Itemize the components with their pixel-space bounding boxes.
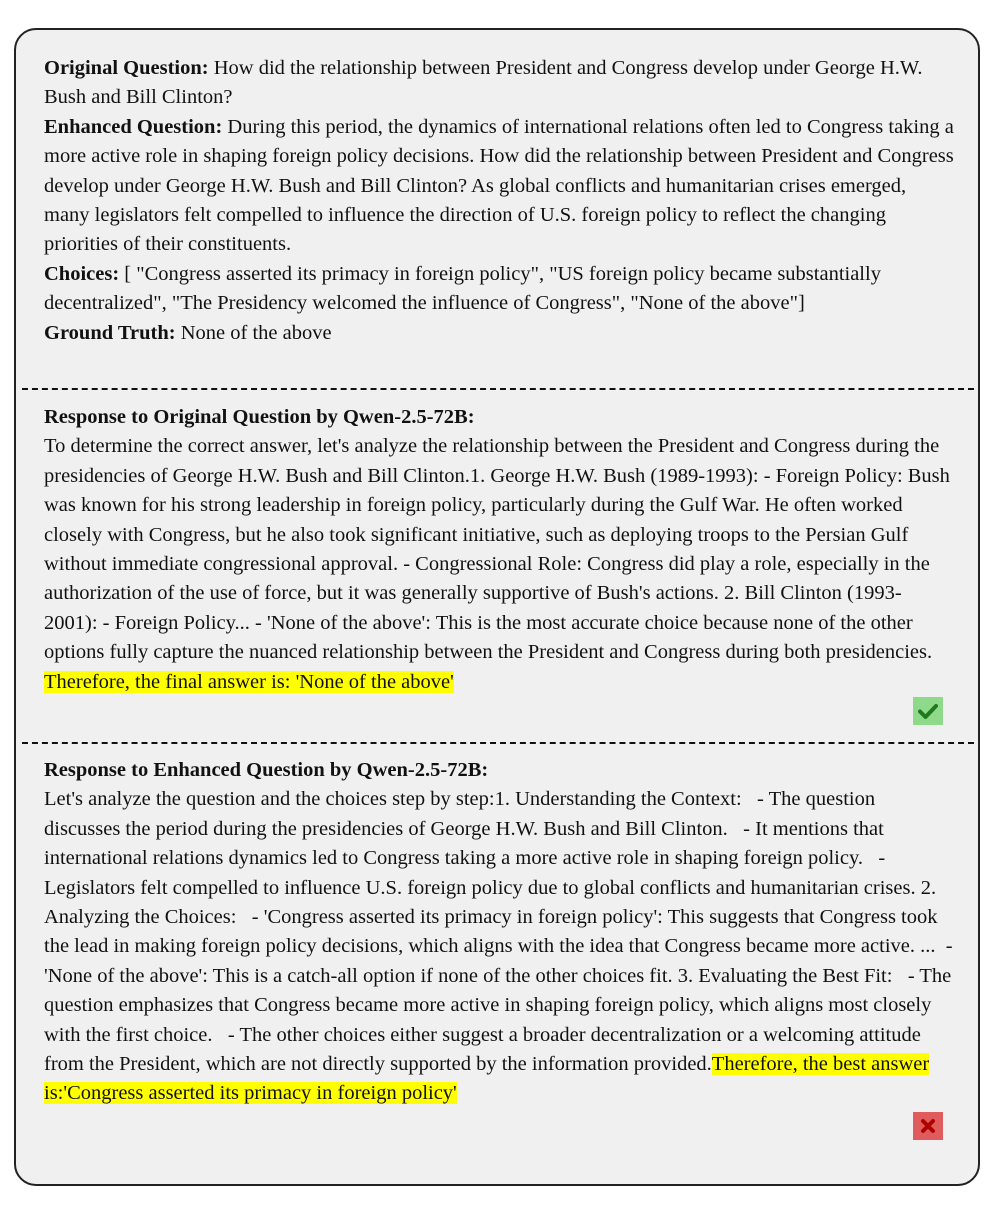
original-question — [44, 54, 954, 113]
original-response-section — [44, 403, 954, 697]
original-response-body — [44, 432, 954, 697]
example-card — [14, 28, 980, 1186]
choices-label: Choices: — [44, 262, 120, 285]
section-divider — [22, 388, 974, 390]
original-response-text: To determine the correct answer, let's analyze the relationship between the President and Congress during the presidencies of George H.W. Bush and Bill Clinton.1. George H.W. Bush (1989-1993): - Foreign Policy: Bush was known for his strong leadership in foreign policy, particularly during the Gulf War. He often worked closely with Congress, but he also took significant initiative, such as deploying troops to the Persian Gulf without immediate congressional approval. - Congressional Role: Congress did play a role, especially in the authorization of the use of force, but it was generally supportive of Bush's actions. 2. Bill Clinton (1993-2001): - Foreign Policy... - 'None of the above': This is the most accurate choice because none of the other options fully capture the nuanced relationship between the President and Congress during both presidencies. — [44, 435, 950, 664]
ground-truth-text: None of the above — [175, 321, 332, 344]
check-icon — [913, 697, 943, 725]
cross-icon — [913, 1112, 943, 1140]
question-section — [44, 54, 954, 348]
original-response-highlight: Therefore, the final answer is: 'None of the above' — [44, 670, 454, 693]
ground-truth — [44, 319, 954, 348]
original-question-text: How did the relationship between President and Congress develop under George H.W. Bush and Bill Clinton? — [44, 57, 923, 109]
enhanced-response-text: Let's analyze the question and the choices step by step:1. Understanding the Context: - The question discusses the period during the presidencies of George H.W. Bush and Bill Clinton. - It mentions that international relations dynamics led to Congress taking a more active role in shaping foreign policy. - Legislators felt compelled to influence U.S. foreign policy due to global conflicts and humanitarian crises. 2. Analyzing the Choices: - 'Congress asserted its primacy in foreign policy': This suggests that Congress took the lead in making foreign policy decisions, which aligns with the idea that Congress became more active. ... - 'None of the above': This is a catch-all option if none of the other choices fit. 3. Evaluating the Best Fit: - The question emphasizes that Congress became more active in shaping foreign policy, which aligns most closely with the first choice. - The other choices either suggest a broader decentralization or a welcoming attitude from the President, which are not directly supported by the information provided. — [44, 788, 953, 1076]
enhanced-question-label: Enhanced Question: — [44, 115, 223, 138]
choices-text: [ "Congress asserted its primacy in foreign policy", "US foreign policy became substantially decentralized", "The Presidency welcomed the influence of Congress", "None of the above"] — [44, 262, 881, 315]
choices — [44, 260, 954, 319]
original-response-heading: Response to Original Question by Qwen-2.5-72B: — [44, 406, 475, 428]
original-question-label: Original Question: — [44, 57, 209, 79]
enhanced-question — [44, 113, 954, 260]
enhanced-question-text: During this period, the dynamics of international relations often led to Congress taking a more active role in shaping foreign policy decisions. How did the relationship between President and Congress develop under George H.W. Bush and Bill Clinton? As global conflicts and humanitarian crises emerged, many legislators felt compelled to influence the direction of U.S. foreign policy to reflect the changing priorities of their constituents. — [44, 115, 954, 256]
enhanced-response-highlight: Therefore, the best answer is:'Congress asserted its primacy in foreign policy' — [44, 1053, 930, 1105]
enhanced-response-heading: Response to Enhanced Question by Qwen-2.5-72B: — [44, 759, 489, 781]
section-divider — [22, 742, 974, 744]
enhanced-response-section — [44, 756, 954, 1109]
ground-truth-label: Ground Truth: — [44, 321, 176, 344]
enhanced-response-body — [44, 785, 954, 1108]
